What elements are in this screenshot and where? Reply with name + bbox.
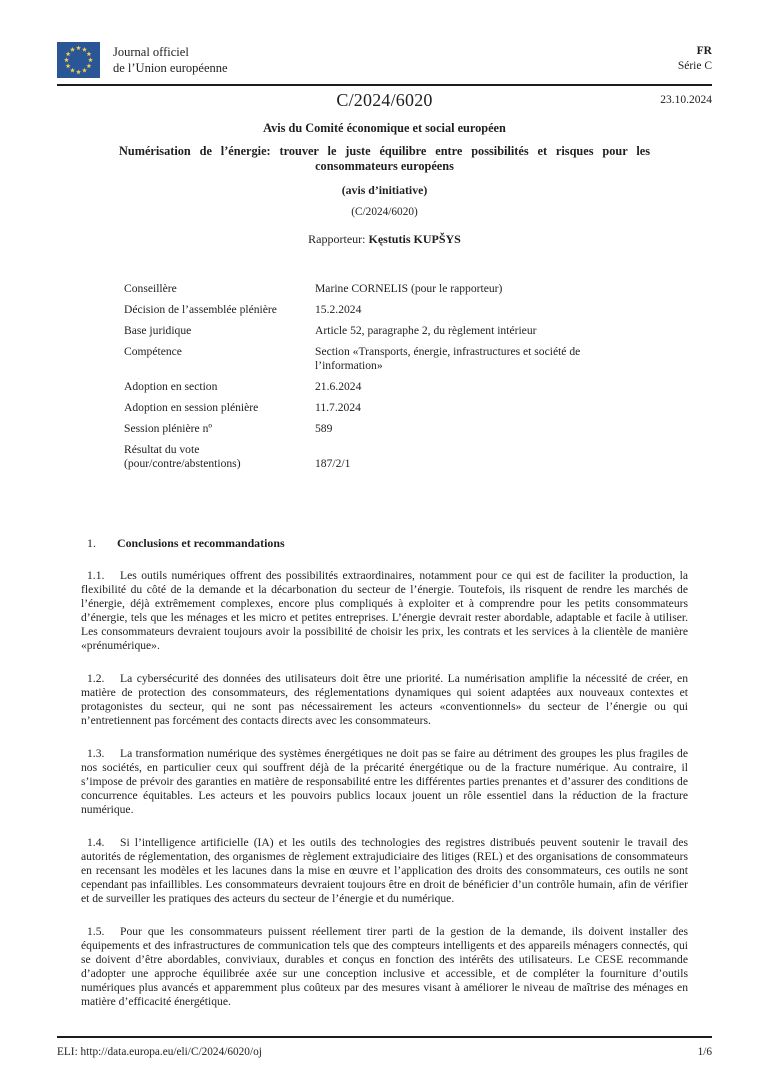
document-main-title: Numérisation de l’énergie: trouver le juste équilibre entre possibilités et risques pour les consommateurs européens <box>119 143 650 173</box>
document-number-row <box>57 90 712 112</box>
metadata-row <box>124 303 601 324</box>
body-paragraph <box>81 836 688 906</box>
paragraph-text: La cybersécurité des données des utilisateurs doit être une priorité. La numérisation amplifie la nécessité de créer, en matière de protection des consommateurs, des réglementations dynamiques qui soient adaptées aux nouveaux contextes et protagonistes du secteur, qui ne sont pas nécessairement les acteurs «conventionnels» du secteur de l’énergie ou qui n’entretiennent pas forcément des contacts directs avec les consommateurs. <box>81 671 688 727</box>
paragraphs <box>81 569 688 1009</box>
metadata-row <box>124 380 601 401</box>
metadata-row <box>124 422 601 443</box>
metadata-row <box>124 401 601 422</box>
page-number: 1/6 <box>697 1046 712 1058</box>
metadata-value: 21.6.2024 <box>315 379 362 393</box>
publication-date: 23.10.2024 <box>660 94 712 106</box>
paragraph-number: 1.3. <box>87 746 105 760</box>
metadata-label: Décision de l’assemblée plénière <box>124 302 277 316</box>
section-number: 1. <box>87 535 96 550</box>
paragraph-text: Si l’intelligence artificielle (IA) et les outils des technologies des registres distribués peuvent soutenir le travail des autorités de réglementation, des organismes de règlement extrajudiciaire des litiges (REL) et des organisations de consommateurs en recensant les modèles et les lacunes dans la mise en œuvre et l’application des droits des consommateurs, ces outils ne sont cependant pas infaillibles. Les consommateurs devraient toujours être en droit de bénéficier d’un contrôle humain, afin de vérifier et de surveiller les pratiques des acteurs du secteur de l’énergie et du numérique. <box>81 835 688 905</box>
metadata-row <box>124 443 601 478</box>
series-label: Série C <box>677 60 712 72</box>
body-paragraph <box>81 569 688 653</box>
language-code: FR <box>696 45 712 57</box>
body-paragraph <box>81 672 688 728</box>
metadata-row <box>124 345 601 380</box>
metadata-row <box>124 282 601 303</box>
metadata-value: Marine CORNELIS (pour le rapporteur) <box>315 281 503 295</box>
paragraph-text: Les outils numériques offrent des possibilités extraordinaires, notamment pour ce qui est de faciliter la production, la flexibilité du côté de la demande et la décarbonation du secteur de l’énergie. Toutefois, ils risquent de rendre les marchés de l’énergie, déjà extrêmement complexes, encore plus compliqués à exploiter et à comprendre pour les petits consommateurs d’énergie, tels que les ménages et les micro et petites entreprises. L’énergie devrait rester abordable, adaptable et facile à utiliser. Les consommateurs devraient toujours avoir la possibilité de choisir les prix, les contrats et les services à la clientèle de manière «prénumérique». <box>81 568 688 652</box>
eli-link: ELI: http://data.europa.eu/eli/C/2024/6020/oj <box>57 1046 262 1058</box>
journal-title <box>113 42 228 76</box>
metadata-label: Adoption en session plénière <box>124 400 259 414</box>
document-number: C/2024/6020 <box>336 90 433 110</box>
paragraph-text: La transformation numérique des systèmes énergétiques ne doit pas se faire au détriment des groupes les plus fragiles de nos sociétés, en particulier ceux qui souffrent déjà de la précarité énergétique ou de la fracture numérique. Au contraire, il s’impose de prévoir des garanties en matière de responsabilité entre les différentes parties prenantes et d’assurer des conditions de concurrence équitables. Les acteurs et les pouvoirs publics locaux jouent un rôle essentiel dans la réduction de la fracture numérique. <box>81 746 688 816</box>
paragraph-number: 1.1. <box>87 568 105 582</box>
section-heading <box>81 536 688 550</box>
metadata-label: Adoption en section <box>124 379 218 393</box>
metadata-value: 187/2/1 <box>315 456 351 470</box>
body-paragraph <box>81 925 688 1009</box>
metadata-row <box>124 324 601 345</box>
metadata-label: Session plénière nº <box>124 421 212 435</box>
journal-brand <box>57 42 228 78</box>
rapporteur-name: Kęstutis KUPŠYS <box>368 231 461 246</box>
metadata-value: 15.2.2024 <box>315 302 362 316</box>
metadata-value: Article 52, paragraphe 2, du règlement intérieur <box>315 323 537 337</box>
metadata-label: Base juridique <box>124 323 192 337</box>
metadata-label: Résultat du vote (pour/contre/abstentions) <box>124 442 241 470</box>
metadata-value: 11.7.2024 <box>315 400 361 414</box>
paragraph-number: 1.5. <box>87 924 105 938</box>
paragraph-number: 1.4. <box>87 835 105 849</box>
metadata-table <box>124 282 601 478</box>
journal-header <box>57 42 712 78</box>
rapporteur-label: Rapporteur: <box>308 231 366 246</box>
metadata-label: Conseillère <box>124 281 177 295</box>
page-footer <box>57 1036 712 1059</box>
initiative-note: (avis d’initiative) <box>341 182 428 197</box>
paragraph-number: 1.2. <box>87 671 105 685</box>
header-rule <box>57 84 712 86</box>
metadata-label: Compétence <box>124 344 182 358</box>
language-series-block <box>678 42 712 74</box>
document-number-subtitle: (C/2024/6020) <box>351 205 418 218</box>
paragraph-text: Pour que les consommateurs puissent réellement tirer parti de la gestion de la demande, ils doivent installer des équipements et des infrastructures de communication tels que des compteurs intelligents et des appareils ménagers connectés, qui se doivent d’être abordables, conviviaux, durables et conçus en fonction des intérêts des utilisateurs. Le CESE recommande d’adopter une approche équilibrée axée sur une conception inclusive et accessible, et de compléter la fourniture d’outils numériques plus avancés et apparemment plus coûteux par des mesures visant à améliorer le niveau de maîtrise des ménages en matière d’efficacité énergétique. <box>81 924 688 1008</box>
section-title: Conclusions et recommandations <box>117 535 285 550</box>
metadata-value: 589 <box>315 421 333 435</box>
body-paragraph <box>81 747 688 817</box>
metadata-table-body <box>124 282 601 478</box>
document-type-title: Avis du Comité économique et social européen <box>263 121 506 135</box>
rapporteur-line <box>81 232 688 247</box>
metadata-value: Section «Transports, énergie, infrastructures et société de l’information» <box>315 344 581 372</box>
journal-title-line2: de l’Union européenne <box>113 60 228 75</box>
eu-flag-icon <box>57 42 100 78</box>
document-body <box>81 121 688 1009</box>
journal-title-line1: Journal officiel <box>113 45 189 59</box>
